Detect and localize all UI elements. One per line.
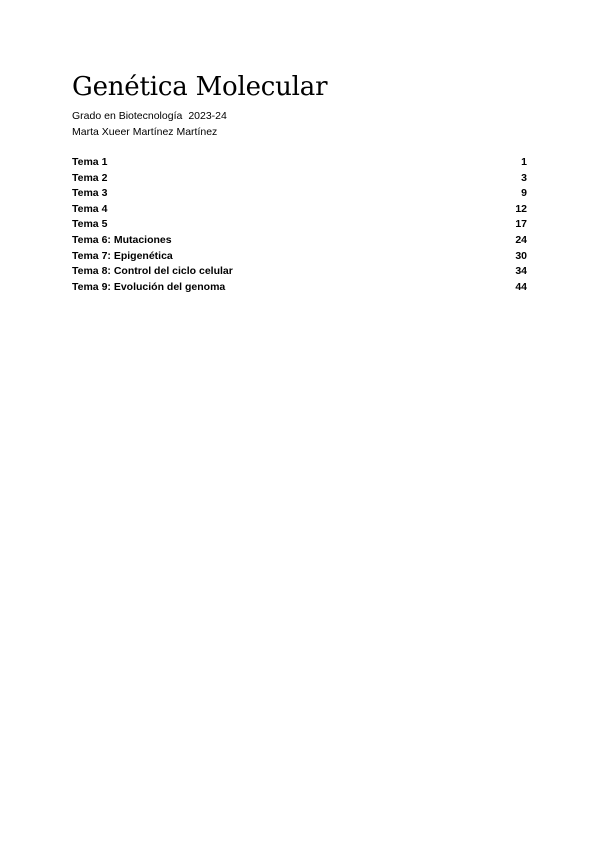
document-meta <box>72 109 227 140</box>
toc-entry-label: Tema 5 <box>72 218 108 231</box>
toc-entry-page: 44 <box>515 280 527 293</box>
toc-entry-label: Tema 1 <box>72 156 108 168</box>
table-of-contents <box>72 155 527 295</box>
toc-entry-page: 24 <box>515 233 527 246</box>
toc-entry-page: 12 <box>515 202 527 215</box>
toc-entry[interactable] <box>72 155 527 171</box>
toc-entry-label: Tema 7: Epigenética <box>72 249 173 262</box>
toc-entry[interactable] <box>72 171 527 187</box>
toc-entry-page: 17 <box>515 218 527 231</box>
toc-entry-page: 3 <box>521 171 527 184</box>
toc-entry-label: Tema 3 <box>72 187 108 200</box>
toc-entry[interactable] <box>72 233 527 249</box>
toc-entry-page: 34 <box>515 265 527 278</box>
academic-year: 2023-24 <box>188 110 227 122</box>
toc-entry[interactable] <box>72 280 527 296</box>
degree-name: Grado en Biotecnología <box>72 110 183 122</box>
toc-entry[interactable] <box>72 202 527 218</box>
degree-line <box>72 109 227 125</box>
toc-entry-page: 1 <box>521 156 527 168</box>
toc-entry-page: 30 <box>515 249 527 262</box>
toc-entry[interactable] <box>72 249 527 265</box>
author-name: Marta Xueer Martínez Martínez <box>72 125 218 138</box>
toc-entry[interactable] <box>72 264 527 280</box>
toc-entry[interactable] <box>72 217 527 233</box>
toc-entry[interactable] <box>72 186 527 202</box>
document-title: Genética Molecular <box>72 72 328 102</box>
toc-entry-label: Tema 2 <box>72 171 108 184</box>
toc-entry-page: 9 <box>521 187 527 200</box>
toc-entry-label: Tema 8: Control del ciclo celular <box>72 265 233 278</box>
toc-entry-label: Tema 4 <box>72 202 108 215</box>
toc-entry-label: Tema 6: Mutaciones <box>72 233 172 246</box>
toc-entry-label: Tema 9: Evolución del genoma <box>72 280 226 293</box>
